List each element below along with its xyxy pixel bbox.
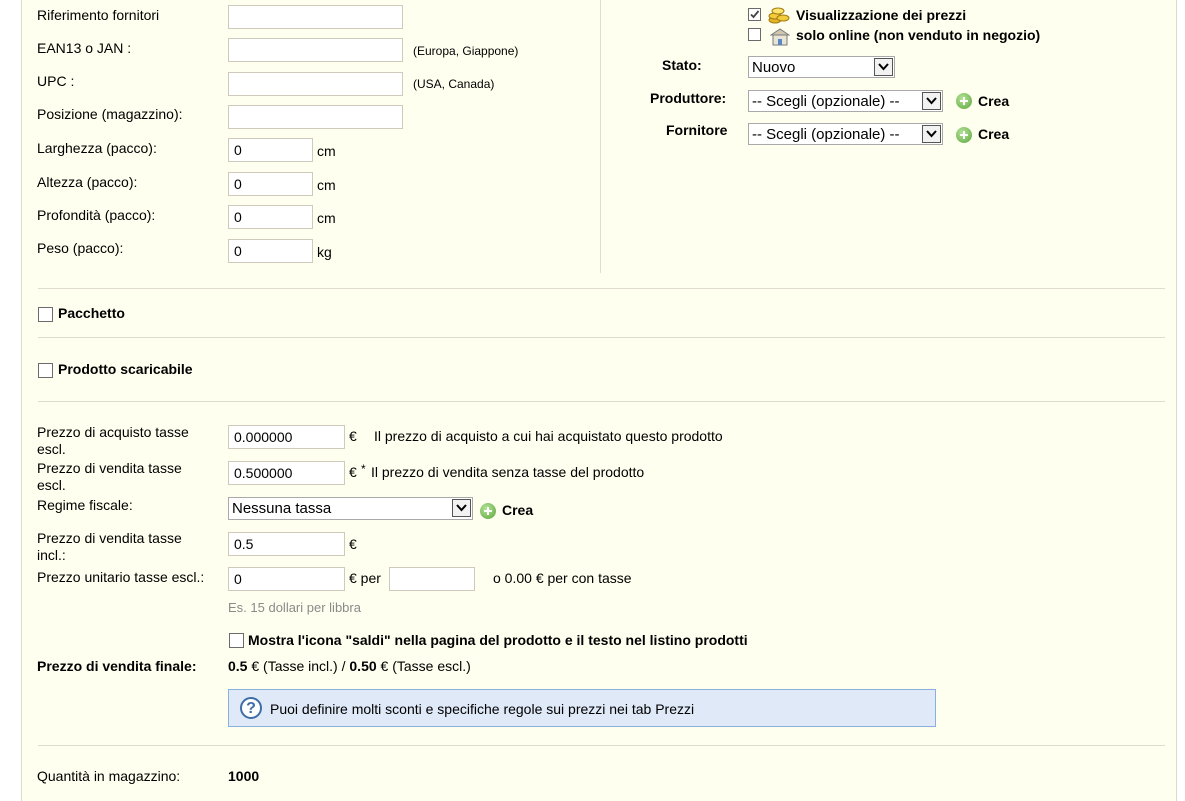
- retail-incl-label: Prezzo di vendita tasse: [37, 530, 182, 546]
- location-input[interactable]: [228, 105, 403, 129]
- depth-unit: cm: [317, 210, 336, 226]
- retail-price-input[interactable]: 0.500000: [228, 461, 345, 485]
- manufacturer-selected: -- Scegli (opzionale) --: [752, 93, 900, 110]
- help-icon: ?: [240, 697, 262, 719]
- final-price-incl-text: € (Tasse incl.) /: [251, 658, 346, 674]
- upc-input[interactable]: [228, 72, 403, 96]
- ean13-label: EAN13 o JAN :: [37, 40, 132, 56]
- depth-label: Profondità (pacco):: [37, 207, 156, 223]
- retail-help: Il prezzo di vendita senza tasse del prodotto: [371, 464, 645, 480]
- unit-price-input[interactable]: 0: [228, 567, 345, 591]
- divider: [38, 337, 1165, 338]
- condition-select[interactable]: [748, 56, 895, 78]
- upc-label: UPC :: [37, 73, 75, 89]
- divider: [38, 288, 1165, 289]
- column-divider: [600, 0, 601, 273]
- wholesale-price-label-2: escl.: [37, 441, 66, 457]
- unit-input[interactable]: [389, 567, 475, 591]
- width-unit: cm: [317, 143, 336, 159]
- weight-label: Peso (pacco):: [37, 240, 124, 256]
- add-manufacturer-icon[interactable]: [956, 93, 972, 109]
- final-price-label: Prezzo di vendita finale:: [37, 658, 197, 674]
- divider: [38, 401, 1165, 402]
- final-price-excl-text: € (Tasse escl.): [380, 658, 471, 674]
- weight-input[interactable]: 0: [228, 239, 313, 263]
- wholesale-help: Il prezzo di acquisto a cui hai acquistato questo prodotto: [374, 428, 723, 444]
- downloadable-label: Prodotto scaricabile: [58, 361, 193, 377]
- unit-price-label: Prezzo unitario tasse escl.:: [37, 569, 205, 585]
- chevron-down-icon: [452, 499, 471, 517]
- final-price-excl: 0.50: [349, 658, 377, 674]
- supplier-ref-label: Riferimento fornitori: [37, 7, 160, 23]
- ean13-input[interactable]: [228, 38, 403, 62]
- unit-price-example: Es. 15 dollari per libbra: [228, 600, 361, 615]
- retail-incl-label-2: incl.:: [37, 547, 66, 563]
- downloadable-checkbox[interactable]: [38, 363, 53, 378]
- supplier-ref-input[interactable]: [228, 5, 403, 29]
- product-form-panel: [21, 0, 1177, 801]
- coins-icon: [768, 5, 790, 25]
- ean13-hint: (Europa, Giappone): [413, 44, 519, 58]
- unit-per-label: € per: [349, 570, 381, 586]
- online-only-checkbox[interactable]: [748, 28, 761, 41]
- manufacturer-label: Produttore:: [650, 90, 727, 106]
- wholesale-currency: €: [349, 428, 357, 444]
- retail-price-label: Prezzo di vendita tasse: [37, 460, 182, 476]
- on-sale-label: Mostra l'icona "saldi" nella pagina del prodotto e il testo nel listino prodotti: [248, 632, 748, 648]
- stock-value: 1000: [228, 768, 260, 784]
- create-manufacturer-link[interactable]: Crea: [978, 93, 1010, 109]
- height-input[interactable]: 0: [228, 172, 313, 196]
- create-tax-rule-link[interactable]: Crea: [502, 502, 534, 518]
- pricing-info-box: [228, 689, 936, 727]
- width-input[interactable]: 0: [228, 138, 313, 162]
- wholesale-price-label: Prezzo di acquisto tasse: [37, 424, 189, 440]
- on-sale-checkbox[interactable]: [229, 633, 244, 648]
- retail-incl-input[interactable]: 0.5: [228, 532, 345, 556]
- height-unit: cm: [317, 177, 336, 193]
- shop-icon: [770, 27, 790, 47]
- retail-price-label-2: escl.: [37, 477, 66, 493]
- stock-label: Quantità in magazzino:: [37, 768, 181, 784]
- chevron-down-icon: [874, 58, 893, 76]
- chevron-down-icon: [922, 125, 941, 143]
- condition-label: Stato:: [662, 57, 702, 73]
- show-price-checkbox[interactable]: [748, 8, 761, 21]
- add-tax-rule-icon[interactable]: [480, 503, 496, 519]
- pricing-info-text: Puoi definire molti sconti e specifiche regole sui prezzi nei tab Prezzi: [270, 701, 695, 717]
- chevron-down-icon: [922, 92, 941, 110]
- create-supplier-link[interactable]: Crea: [978, 126, 1010, 142]
- unit-price-with-tax: o 0.00 € per con tasse: [493, 570, 632, 586]
- final-price-value: [228, 658, 471, 674]
- depth-input[interactable]: 0: [228, 205, 313, 229]
- tax-rule-label: Regime fiscale:: [37, 497, 133, 513]
- upc-hint: (USA, Canada): [413, 77, 495, 91]
- pack-checkbox[interactable]: [38, 307, 53, 322]
- tax-rule-select[interactable]: [228, 497, 473, 520]
- supplier-select[interactable]: [748, 123, 943, 145]
- weight-unit: kg: [317, 244, 332, 260]
- width-label: Larghezza (pacco):: [37, 140, 157, 156]
- add-supplier-icon[interactable]: [956, 127, 972, 143]
- supplier-selected: -- Scegli (opzionale) --: [752, 126, 900, 143]
- retail-currency: €: [349, 464, 357, 480]
- pack-label: Pacchetto: [58, 305, 125, 321]
- required-mark: *: [361, 462, 366, 476]
- retail-incl-currency: €: [349, 536, 357, 552]
- wholesale-price-input[interactable]: 0.000000: [228, 425, 345, 449]
- manufacturer-select[interactable]: [748, 90, 943, 112]
- condition-selected: Nuovo: [752, 59, 796, 76]
- divider: [38, 745, 1165, 746]
- show-price-label: Visualizzazione dei prezzi: [796, 7, 967, 23]
- tax-rule-selected: Nessuna tassa: [232, 500, 332, 517]
- final-price-incl: 0.5: [228, 658, 248, 674]
- location-label: Posizione (magazzino):: [37, 106, 183, 122]
- supplier-label: Fornitore: [666, 122, 728, 138]
- height-label: Altezza (pacco):: [37, 174, 138, 190]
- online-only-label: solo online (non venduto in negozio): [796, 27, 1041, 43]
